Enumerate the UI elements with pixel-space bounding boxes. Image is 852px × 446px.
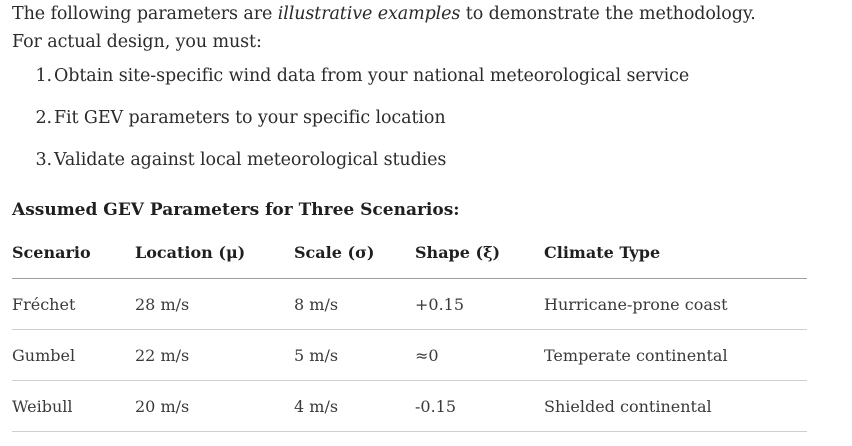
header-scenario: Scenario bbox=[12, 226, 135, 279]
list-item-number: 2. bbox=[35, 108, 52, 128]
table-row bbox=[12, 381, 807, 432]
cell-climate-type: Shielded continental bbox=[544, 381, 807, 432]
list-item bbox=[12, 62, 812, 104]
cell-scenario: Fréchet bbox=[12, 279, 135, 330]
cell-shape: ≈0 bbox=[415, 330, 544, 381]
table-row bbox=[12, 330, 807, 381]
steps-list bbox=[12, 62, 812, 188]
list-item bbox=[12, 104, 812, 146]
table-title: Assumed GEV Parameters for Three Scenarios: bbox=[12, 200, 460, 220]
table-header-row bbox=[12, 226, 807, 279]
cell-scenario: Gumbel bbox=[12, 330, 135, 381]
intro-text-before: The following parameters are bbox=[12, 4, 278, 24]
cell-scale: 8 m/s bbox=[294, 279, 415, 330]
header-climate-type: Climate Type bbox=[544, 226, 807, 279]
cell-scenario: Weibull bbox=[12, 381, 135, 432]
cell-shape: -0.15 bbox=[415, 381, 544, 432]
header-scale: Scale (σ) bbox=[294, 226, 415, 279]
intro-text-after: to demonstrate the methodology. bbox=[460, 4, 756, 24]
cell-climate-type: Temperate continental bbox=[544, 330, 807, 381]
cell-location: 28 m/s bbox=[135, 279, 294, 330]
header-shape: Shape (ξ) bbox=[415, 226, 544, 279]
list-item-text: Obtain site-specific wind data from your national meteorological service bbox=[54, 66, 690, 86]
list-item-text: Fit GEV parameters to your specific location bbox=[54, 108, 446, 128]
header-location: Location (μ) bbox=[135, 226, 294, 279]
table-row bbox=[12, 279, 807, 330]
cell-location: 20 m/s bbox=[135, 381, 294, 432]
intro-line-2: For actual design, you must: bbox=[12, 32, 262, 52]
document-body bbox=[12, 0, 812, 432]
gev-parameters-table bbox=[12, 226, 807, 432]
intro-paragraph bbox=[12, 0, 812, 56]
cell-shape: +0.15 bbox=[415, 279, 544, 330]
list-item-text: Validate against local meteorological studies bbox=[54, 150, 447, 170]
cell-scale: 4 m/s bbox=[294, 381, 415, 432]
cell-scale: 5 m/s bbox=[294, 330, 415, 381]
list-item-number: 1. bbox=[35, 66, 52, 86]
list-item bbox=[12, 146, 812, 188]
intro-emphasis: illustrative examples bbox=[277, 4, 461, 24]
cell-location: 22 m/s bbox=[135, 330, 294, 381]
cell-climate-type: Hurricane-prone coast bbox=[544, 279, 807, 330]
list-item-number: 3. bbox=[35, 150, 52, 170]
